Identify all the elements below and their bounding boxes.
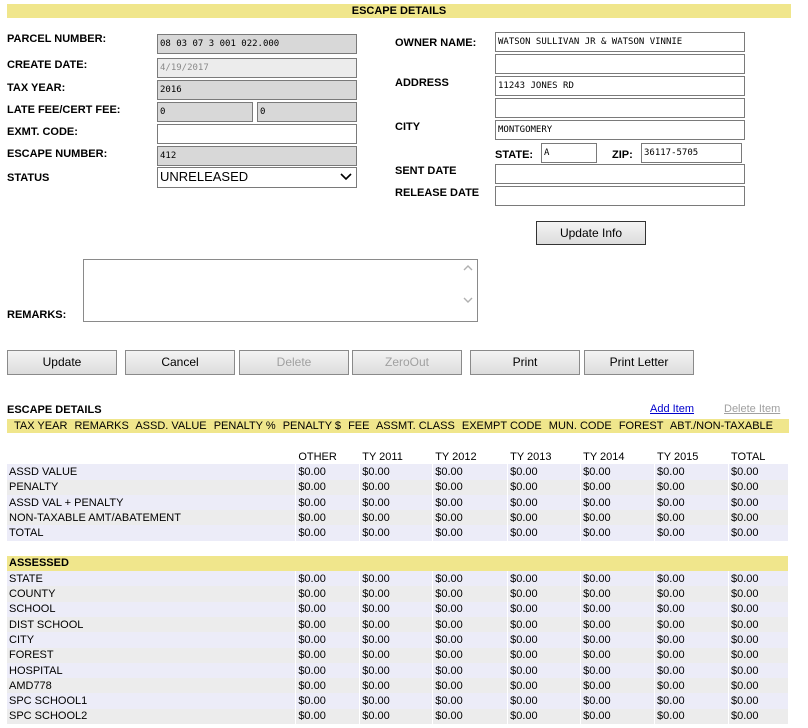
remarks-textarea[interactable] <box>83 259 478 322</box>
page-title: ESCAPE DETAILS <box>7 4 791 18</box>
table-cell: $0.00 <box>360 464 433 479</box>
table-row <box>7 602 789 617</box>
parcel-number-label: PARCEL NUMBER: <box>7 33 107 45</box>
spacer-cell <box>7 541 789 556</box>
table-cell: $0.00 <box>655 525 729 540</box>
table-cell: $0.00 <box>581 510 655 525</box>
table-cell: $0.00 <box>655 464 729 479</box>
table-cell: TY 2012 <box>433 449 508 464</box>
address-2-field[interactable] <box>495 98 745 118</box>
table-cell: $0.00 <box>296 586 360 601</box>
table-cell: $0.00 <box>296 617 360 632</box>
table-cell: $0.00 <box>581 571 655 586</box>
table-cell: $0.00 <box>360 571 433 586</box>
assessed-section-title: ASSESSED <box>7 556 789 571</box>
table-cell: $0.00 <box>655 693 729 708</box>
table-cell: $0.00 <box>655 709 729 724</box>
table-cell: SPC SCHOOL2 <box>7 709 296 724</box>
table-cell: ASSD VALUE <box>7 464 296 479</box>
table-cell: $0.00 <box>728 510 788 525</box>
status-select-value: UNRELEASED <box>160 169 249 184</box>
table-cell: $0.00 <box>433 693 508 708</box>
table-cell: ASSD VAL + PENALTY <box>7 495 296 510</box>
table-cell: $0.00 <box>508 663 581 678</box>
table-cell: $0.00 <box>655 678 729 693</box>
late-fee-field[interactable]: 0 <box>157 102 253 122</box>
table-cell: $0.00 <box>655 495 729 510</box>
table-row <box>7 648 789 663</box>
col-remarks: REMARKS <box>74 420 129 432</box>
table-cell: COUNTY <box>7 586 296 601</box>
city-field[interactable]: MONTGOMERY <box>495 120 745 140</box>
table-cell: $0.00 <box>728 525 788 540</box>
table-row <box>7 678 789 693</box>
table-cell: $0.00 <box>508 525 581 540</box>
table-cell: $0.00 <box>581 464 655 479</box>
table-cell: $0.00 <box>581 648 655 663</box>
owner-name-2-field[interactable] <box>495 54 745 74</box>
table-cell: $0.00 <box>508 709 581 724</box>
table-header-row <box>7 449 789 464</box>
table-row <box>7 525 789 540</box>
table-cell: $0.00 <box>508 464 581 479</box>
table-cell: $0.00 <box>581 632 655 647</box>
table-cell: $0.00 <box>433 510 508 525</box>
table-cell: $0.00 <box>433 495 508 510</box>
table-cell: $0.00 <box>655 586 729 601</box>
table-row <box>7 480 789 495</box>
table-cell: $0.00 <box>296 709 360 724</box>
table-cell: $0.00 <box>581 602 655 617</box>
delete-item-link[interactable]: Delete Item <box>724 403 781 415</box>
cancel-button[interactable]: Cancel <box>125 350 235 375</box>
table-cell: $0.00 <box>360 510 433 525</box>
sent-date-field[interactable] <box>495 164 745 184</box>
col-fee: FEE <box>348 420 370 432</box>
table-row <box>7 571 789 586</box>
table-row <box>7 586 789 601</box>
table-cell: $0.00 <box>728 571 788 586</box>
table-cell: SPC SCHOOL1 <box>7 693 296 708</box>
table-cell: $0.00 <box>581 617 655 632</box>
spacer-row <box>7 541 789 556</box>
table-cell: $0.00 <box>433 464 508 479</box>
table-cell: $0.00 <box>728 663 788 678</box>
col-penalty-amt: PENALTY $ <box>282 420 342 432</box>
table-cell: $0.00 <box>433 602 508 617</box>
exmt-code-label: EXMT. CODE: <box>7 126 78 138</box>
table-cell: AMD778 <box>7 678 296 693</box>
table-cell: $0.00 <box>508 632 581 647</box>
table-cell: $0.00 <box>360 678 433 693</box>
table-cell: $0.00 <box>360 495 433 510</box>
table-cell: $0.00 <box>655 510 729 525</box>
table-cell: $0.00 <box>296 510 360 525</box>
table-cell: $0.00 <box>581 495 655 510</box>
table-cell: $0.00 <box>508 693 581 708</box>
status-label: STATUS <box>7 172 50 184</box>
table-cell: $0.00 <box>581 709 655 724</box>
table-cell: $0.00 <box>296 678 360 693</box>
table-cell: $0.00 <box>360 709 433 724</box>
col-assmt-class: ASSMT. CLASS <box>375 420 455 432</box>
table-cell: NON-TAXABLE AMT/ABATEMENT <box>7 510 296 525</box>
table-cell: PENALTY <box>7 480 296 495</box>
table-cell: TOTAL <box>728 449 788 464</box>
summary-table <box>7 449 789 724</box>
city-label: CITY <box>395 121 421 133</box>
table-cell: $0.00 <box>296 663 360 678</box>
status-select[interactable] <box>157 167 357 188</box>
table-row <box>7 693 789 708</box>
table-cell: $0.00 <box>360 663 433 678</box>
update-button[interactable]: Update <box>7 350 117 375</box>
table-row <box>7 663 789 678</box>
zeroout-button[interactable]: ZeroOut <box>352 350 462 375</box>
chevron-down-icon <box>340 169 352 190</box>
table-cell: $0.00 <box>508 571 581 586</box>
table-row <box>7 495 789 510</box>
state-label: STATE: <box>495 149 534 161</box>
col-forest: FOREST <box>618 420 664 432</box>
escape-details-heading: ESCAPE DETAILS <box>7 404 102 416</box>
table-cell: $0.00 <box>728 602 788 617</box>
col-exempt-code: EXEMPT CODE <box>461 420 542 432</box>
table-cell: $0.00 <box>508 602 581 617</box>
table-cell: $0.00 <box>360 648 433 663</box>
parcel-number-field[interactable]: 08 03 07 3 001 022.000 <box>157 34 357 54</box>
table-cell: $0.00 <box>433 586 508 601</box>
table-cell: $0.00 <box>433 709 508 724</box>
escape-number-field[interactable]: 412 <box>157 146 357 166</box>
table-cell: $0.00 <box>360 632 433 647</box>
table-cell: $0.00 <box>728 464 788 479</box>
table-cell: TY 2015 <box>655 449 729 464</box>
table-cell: $0.00 <box>360 617 433 632</box>
remarks-label: REMARKS: <box>7 309 67 321</box>
release-date-field[interactable] <box>495 186 745 206</box>
table-cell: TY 2014 <box>581 449 655 464</box>
state-field[interactable]: A <box>541 143 597 163</box>
table-cell: $0.00 <box>728 709 788 724</box>
table-cell: $0.00 <box>433 632 508 647</box>
table-cell: TY 2013 <box>508 449 581 464</box>
table-cell: $0.00 <box>581 693 655 708</box>
table-cell: $0.00 <box>296 464 360 479</box>
table-cell: $0.00 <box>296 571 360 586</box>
scroll-up-icon[interactable] <box>462 262 474 277</box>
table-cell: $0.00 <box>508 648 581 663</box>
col-mun-code: MUN. CODE <box>548 420 612 432</box>
table-cell: $0.00 <box>655 480 729 495</box>
table-cell: $0.00 <box>433 525 508 540</box>
col-assd-value: ASSD. VALUE <box>135 420 207 432</box>
owner-name-field[interactable]: WATSON SULLIVAN JR & WATSON VINNIE <box>495 32 745 52</box>
exmt-code-field[interactable] <box>157 124 357 144</box>
assessed-section-header <box>7 556 789 571</box>
table-cell: $0.00 <box>655 571 729 586</box>
table-cell: $0.00 <box>296 632 360 647</box>
table-cell: HOSPITAL <box>7 663 296 678</box>
table-cell: $0.00 <box>728 495 788 510</box>
table-cell: $0.00 <box>360 693 433 708</box>
table-cell: $0.00 <box>296 602 360 617</box>
table-row <box>7 632 789 647</box>
print-letter-button[interactable]: Print Letter <box>584 350 694 375</box>
table-cell: $0.00 <box>360 586 433 601</box>
table-cell: $0.00 <box>508 678 581 693</box>
table-cell: $0.00 <box>433 617 508 632</box>
table-cell: $0.00 <box>655 602 729 617</box>
table-cell: $0.00 <box>360 602 433 617</box>
table-cell: $0.00 <box>581 525 655 540</box>
col-tax-year: TAX YEAR <box>14 420 68 432</box>
late-fee-label: LATE FEE/CERT FEE: <box>7 104 121 116</box>
table-cell: TY 2011 <box>360 449 433 464</box>
update-info-button[interactable]: Update Info <box>536 221 646 245</box>
zip-label: ZIP: <box>612 149 633 161</box>
table-row <box>7 510 789 525</box>
scroll-down-icon[interactable] <box>462 294 474 309</box>
table-cell: $0.00 <box>728 678 788 693</box>
table-cell: $0.00 <box>508 510 581 525</box>
table-cell: $0.00 <box>296 525 360 540</box>
delete-button[interactable]: Delete <box>239 350 349 375</box>
table-cell: $0.00 <box>655 648 729 663</box>
table-cell: $0.00 <box>655 617 729 632</box>
table-cell: $0.00 <box>655 663 729 678</box>
table-row <box>7 617 789 632</box>
escape-number-label: ESCAPE NUMBER: <box>7 148 108 160</box>
print-button[interactable]: Print <box>470 350 580 375</box>
release-date-label: RELEASE DATE <box>395 187 480 199</box>
zip-field[interactable]: 36117-5705 <box>641 143 742 163</box>
table-cell: $0.00 <box>433 678 508 693</box>
table-row <box>7 464 789 479</box>
items-column-header <box>7 419 789 433</box>
table-cell: $0.00 <box>360 480 433 495</box>
table-row <box>7 709 789 724</box>
table-cell <box>7 449 296 464</box>
table-cell: $0.00 <box>296 495 360 510</box>
tax-year-label: TAX YEAR: <box>7 82 66 94</box>
table-cell: $0.00 <box>433 480 508 495</box>
table-cell: STATE <box>7 571 296 586</box>
table-cell: $0.00 <box>581 678 655 693</box>
add-item-link[interactable]: Add Item <box>650 403 695 415</box>
col-penalty-pct: PENALTY % <box>213 420 276 432</box>
table-cell: $0.00 <box>728 480 788 495</box>
table-cell: $0.00 <box>433 571 508 586</box>
sent-date-label: SENT DATE <box>395 165 457 177</box>
table-cell: $0.00 <box>728 586 788 601</box>
table-cell: $0.00 <box>728 617 788 632</box>
table-cell: OTHER <box>296 449 360 464</box>
table-cell: $0.00 <box>296 693 360 708</box>
table-cell: $0.00 <box>581 586 655 601</box>
table-cell: $0.00 <box>728 648 788 663</box>
tax-year-field[interactable]: 2016 <box>157 80 357 100</box>
table-cell: $0.00 <box>433 648 508 663</box>
table-cell: $0.00 <box>508 617 581 632</box>
table-cell: $0.00 <box>728 632 788 647</box>
table-cell: $0.00 <box>296 480 360 495</box>
create-date-label: CREATE DATE: <box>7 59 88 71</box>
cert-fee-field[interactable]: 0 <box>257 102 357 122</box>
table-cell: $0.00 <box>581 663 655 678</box>
table-cell: DIST SCHOOL <box>7 617 296 632</box>
col-abt-non-taxable: ABT./NON-TAXABLE <box>669 420 773 432</box>
create-date-field[interactable]: 4/19/2017 <box>157 58 357 78</box>
address-label: ADDRESS <box>395 77 449 89</box>
table-cell: $0.00 <box>581 480 655 495</box>
table-cell: $0.00 <box>728 693 788 708</box>
table-cell: $0.00 <box>433 663 508 678</box>
owner-name-label: OWNER NAME: <box>395 37 477 49</box>
table-cell: $0.00 <box>360 525 433 540</box>
table-cell: $0.00 <box>508 480 581 495</box>
table-cell: SCHOOL <box>7 602 296 617</box>
table-cell: FOREST <box>7 648 296 663</box>
address-field[interactable]: 11243 JONES RD <box>495 76 745 96</box>
table-cell: $0.00 <box>296 648 360 663</box>
table-cell: $0.00 <box>508 495 581 510</box>
table-cell: TOTAL <box>7 525 296 540</box>
table-cell: $0.00 <box>508 586 581 601</box>
table-cell: $0.00 <box>655 632 729 647</box>
table-cell: CITY <box>7 632 296 647</box>
